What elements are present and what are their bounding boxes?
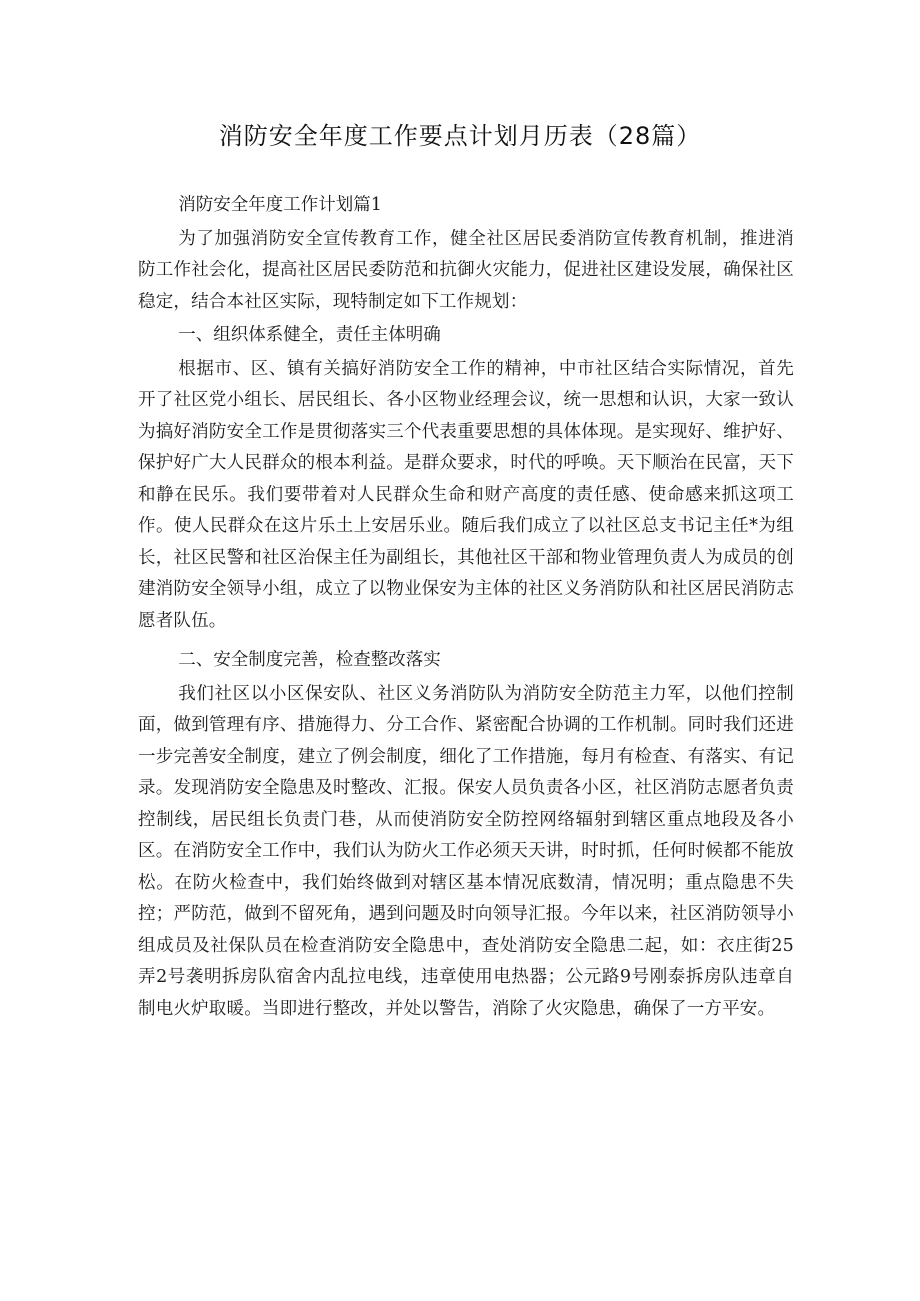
article-heading: 消防安全年度工作计划篇1 <box>178 195 382 215</box>
section-body-2: 我们社区以小区保安队、社区义务消防队为消防安全防范主力军，以他们控制面，做到管理有序、措施得力、分工合作、紧密配合协调的工作机制。同时我们还进一步完善安全制度，建立了例会制度，细化了工作措施，每月有检查、有落实、有记录。发现消防安全隐患及时整改、汇报。保安人员负责各小区，社区消防志愿者负责控制线，居民组长负责门巷，从而使消防安全防控网络辐射到辖区重点地段及各小区。在消防安全工作中，我们认为防火工作必须天天讲，时时抓，任何时候都不能放松。在防火检查中，我们始终做到对辖区基本情况底数清，情况明；重点隐患不失控；严防范，做到不留死角，遇到问题及时向领导汇报。今年以来，社区消防领导小组成员及社保队员在检查消防安全隐患中，查处消防安全隐患二起，如：衣庄街25弄2号袭明拆房队宿舍内乱拉电线，违章使用电热器；公元路9号刚泰拆房队违章自制电火炉取暖。当即进行整改，并处以警告，消除了火灾隐患，确保了一方平安。 <box>138 683 794 1019</box>
section-heading-1: 一、组织体系健全，责任主体明确 <box>178 325 441 345</box>
document-title: 消防安全年度工作要点计划月历表（28篇） <box>218 122 702 150</box>
intro-paragraph: 为了加强消防安全宣传教育工作，健全社区居民委消防宣传教育机制，推进消防工作社会化，提高社区居民委防范和抗御火灾能力，促进社区建设发展，确保社区稳定，结合本社区实际，现特制定如下工作规划： <box>138 228 794 312</box>
section-heading-2: 二、安全制度完善，检查整改落实 <box>178 650 441 670</box>
section-body-1: 根据市、区、镇有关搞好消防安全工作的精神，中市社区结合实际情况，首先开了社区党小组长、居民组长、各小区物业经理会议，统一思想和认识，大家一致认为搞好消防安全工作是贯彻落实三个代表重要思想的具体体现。是实现好、维护好、保护好广大人民群众的根本利益。是群众要求，时代的呼唤。天下顺治在民富，天下和静在民乐。我们要带着对人民群众生命和财产高度的责任感、使命感来抓这项工作。使人民群众在这片乐土上安居乐业。随后我们成立了以社区总支书记主任*为组长，社区民警和社区治保主任为副组长，其他社区干部和物业管理负责人为成员的创建消防安全领导小组，成立了以物业保安为主体的社区义务消防队和社区居民消防志愿者队伍。 <box>138 358 794 631</box>
document-body <box>138 190 794 1025</box>
